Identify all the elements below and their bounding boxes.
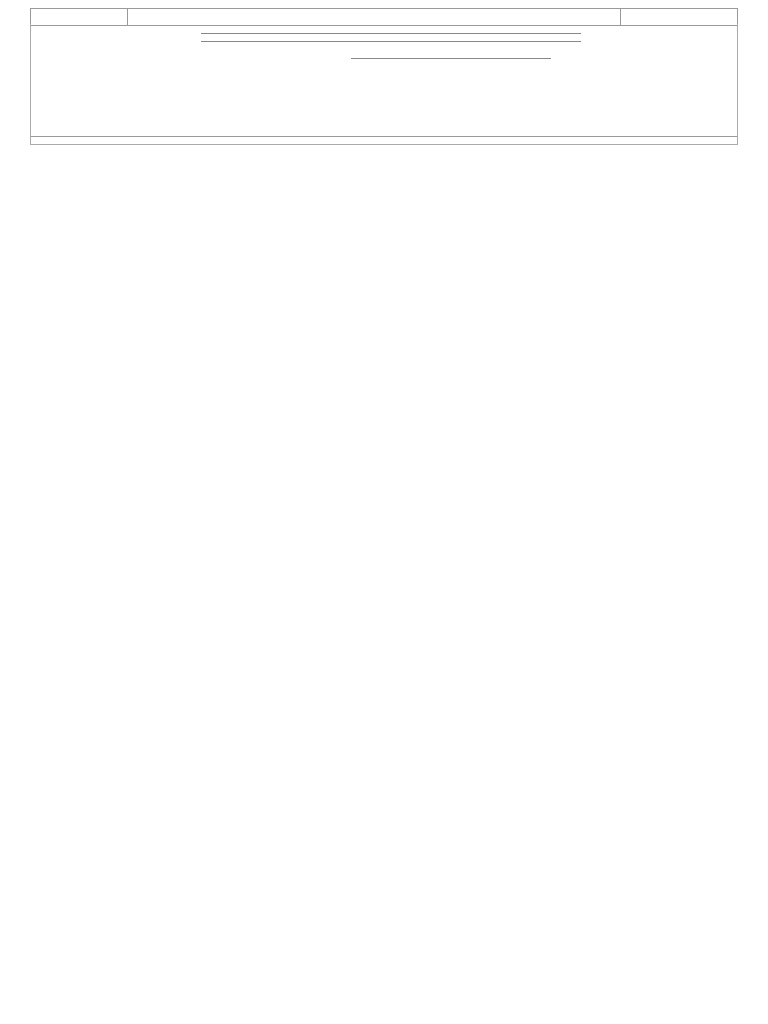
fill-line bbox=[201, 33, 581, 34]
fill-line bbox=[351, 58, 551, 59]
header-marks bbox=[621, 9, 737, 25]
exam-paper bbox=[30, 0, 738, 1024]
paper-title bbox=[30, 0, 738, 8]
header-left bbox=[31, 9, 128, 25]
fill-line bbox=[201, 41, 581, 42]
score-grid bbox=[31, 136, 737, 167]
header-course bbox=[128, 9, 621, 25]
student-info-box bbox=[30, 24, 738, 145]
